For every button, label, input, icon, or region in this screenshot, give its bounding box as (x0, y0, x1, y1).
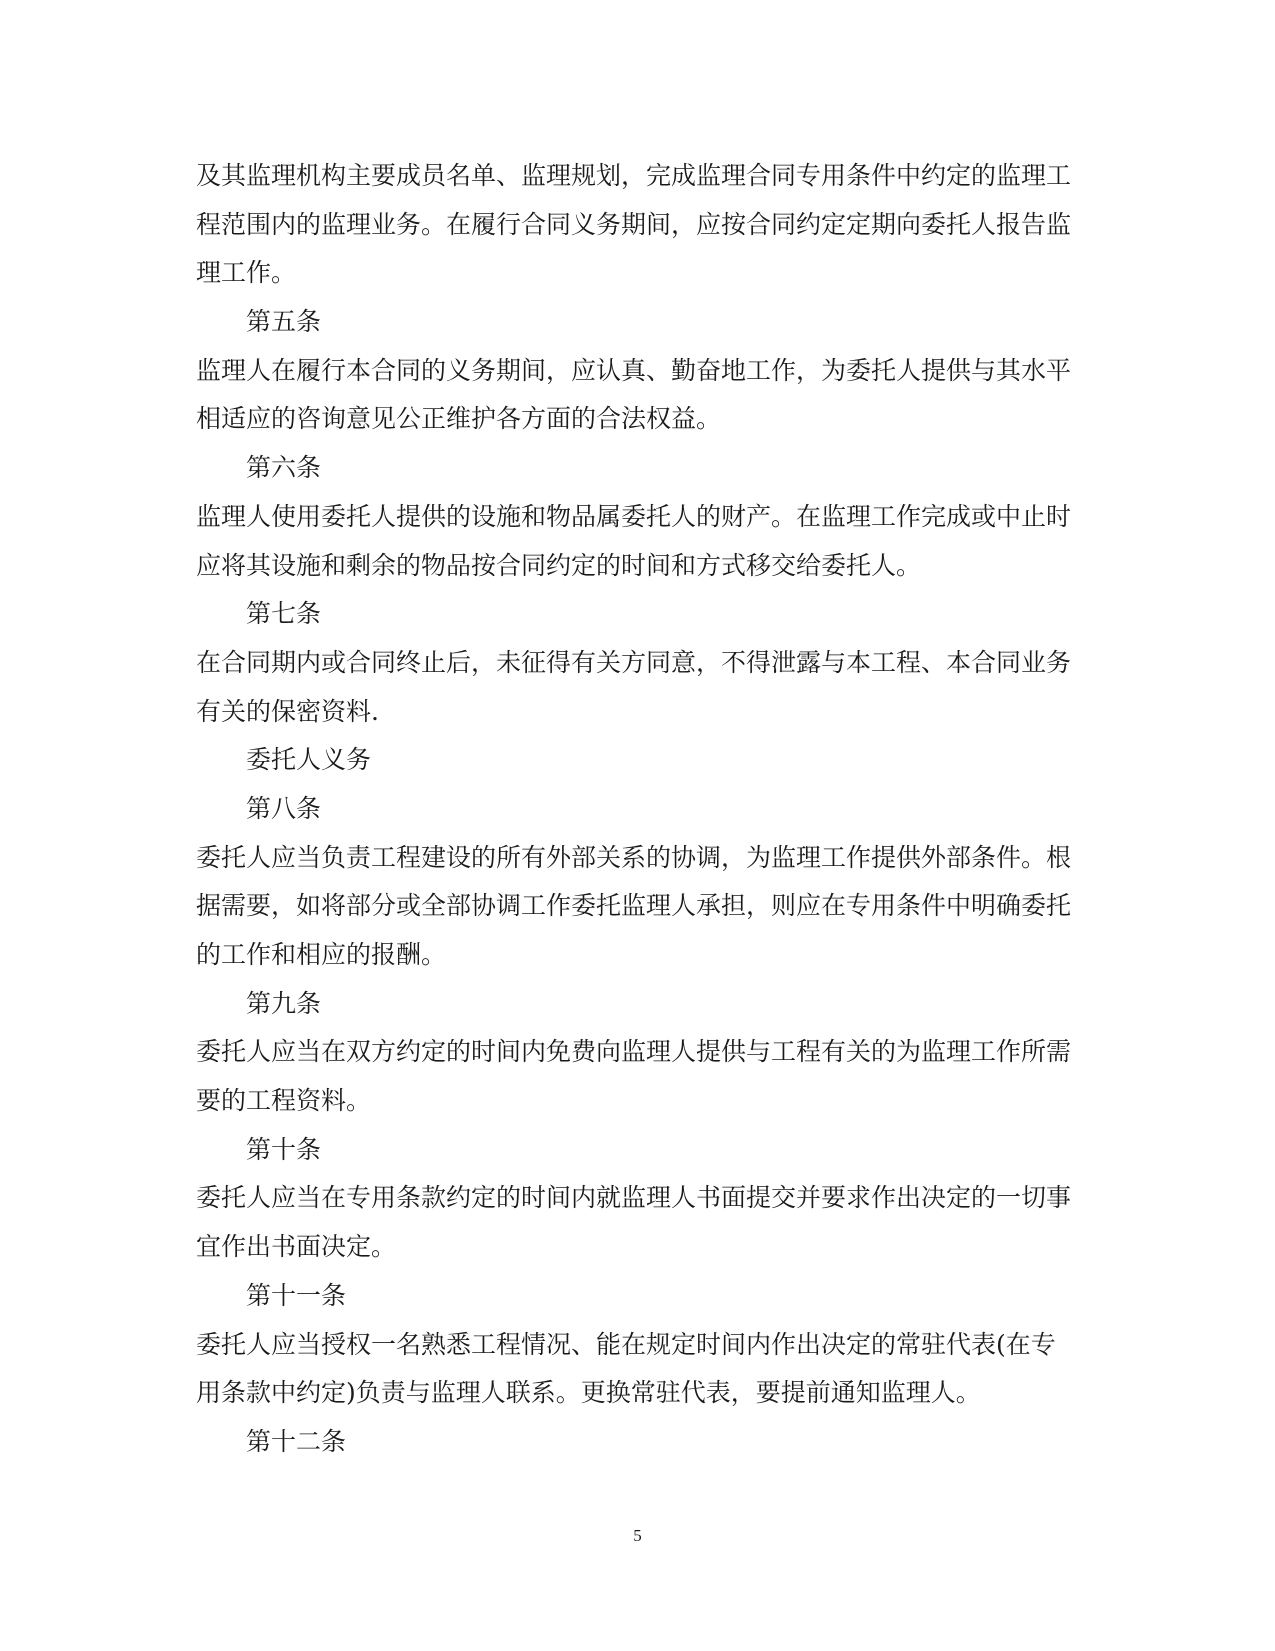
paragraph-line: 监理人使用委托人提供的设施和物品属委托人的财产。在监理工作完成或中止时 (196, 501, 1072, 531)
paragraph-line: 相适应的咨询意见公正维护各方面的合法权益。 (196, 404, 722, 434)
article-heading: 第九条 (246, 988, 322, 1018)
paragraph-line: 有关的保密资料. (196, 696, 379, 726)
paragraph (196, 1174, 1072, 1271)
paragraph (196, 639, 1072, 736)
paragraph-line: 委托人应当在双方约定的时间内免费向监理人提供与工程有关的为监理工作所需 (196, 1037, 1072, 1067)
paragraph (196, 347, 1072, 444)
paragraph-line: 理工作。 (196, 258, 297, 288)
paragraph (196, 493, 1072, 590)
article-heading: 第八条 (246, 793, 322, 823)
article-heading: 第五条 (246, 307, 322, 337)
paragraph-line: 委托人应当负责工程建设的所有外部关系的协调，为监理工作提供外部条件。根 (196, 842, 1072, 872)
document-body (196, 152, 1072, 1467)
page-number: 5 (633, 1526, 642, 1545)
article-heading: 第十二条 (246, 1426, 347, 1456)
article-heading: 第六条 (246, 453, 322, 483)
paragraph (196, 152, 1072, 298)
paragraph-line: 用条款中约定)负责与监理人联系。更换常驻代表，要提前通知监理人。 (196, 1378, 981, 1408)
paragraph-line: 程范围内的监理业务。在履行合同义务期间，应按合同约定定期向委托人报告监 (196, 209, 1072, 239)
paragraph-line: 要的工程资料。 (196, 1086, 372, 1116)
paragraph-line: 委托人应当授权一名熟悉工程情况、能在规定时间内作出决定的常驻代表(在专 (196, 1329, 1056, 1359)
paragraph-line: 的工作和相应的报酬。 (196, 940, 447, 969)
article-heading: 委托人义务 (246, 745, 372, 775)
paragraph-line: 委托人应当在专用条款约定的时间内就监理人书面提交并要求作出决定的一切事 (196, 1183, 1072, 1213)
paragraph-line: 及其监理机构主要成员名单、监理规划，完成监理合同专用条件中约定的监理工 (196, 161, 1072, 190)
article-heading: 第十条 (246, 1134, 322, 1164)
paragraph-line: 监理人在履行本合同的义务期间，应认真、勤奋地工作，为委托人提供与其水平 (196, 355, 1072, 385)
article-heading: 第七条 (246, 599, 322, 629)
paragraph (196, 1028, 1072, 1125)
paragraph-line: 据需要，如将部分或全部协调工作委托监理人承担，则应在专用条件中明确委托 (196, 891, 1072, 921)
paragraph (196, 834, 1072, 980)
paragraph-line: 宜作出书面决定。 (196, 1232, 397, 1262)
paragraph (196, 1321, 1072, 1418)
article-heading: 第十一条 (246, 1280, 347, 1310)
paragraph-line: 在合同期内或合同终止后，未征得有关方同意，不得泄露与本工程、本合同业务 (196, 647, 1072, 677)
paragraph-line: 应将其设施和剩余的物品按合同约定的时间和方式移交给委托人。 (196, 550, 922, 580)
